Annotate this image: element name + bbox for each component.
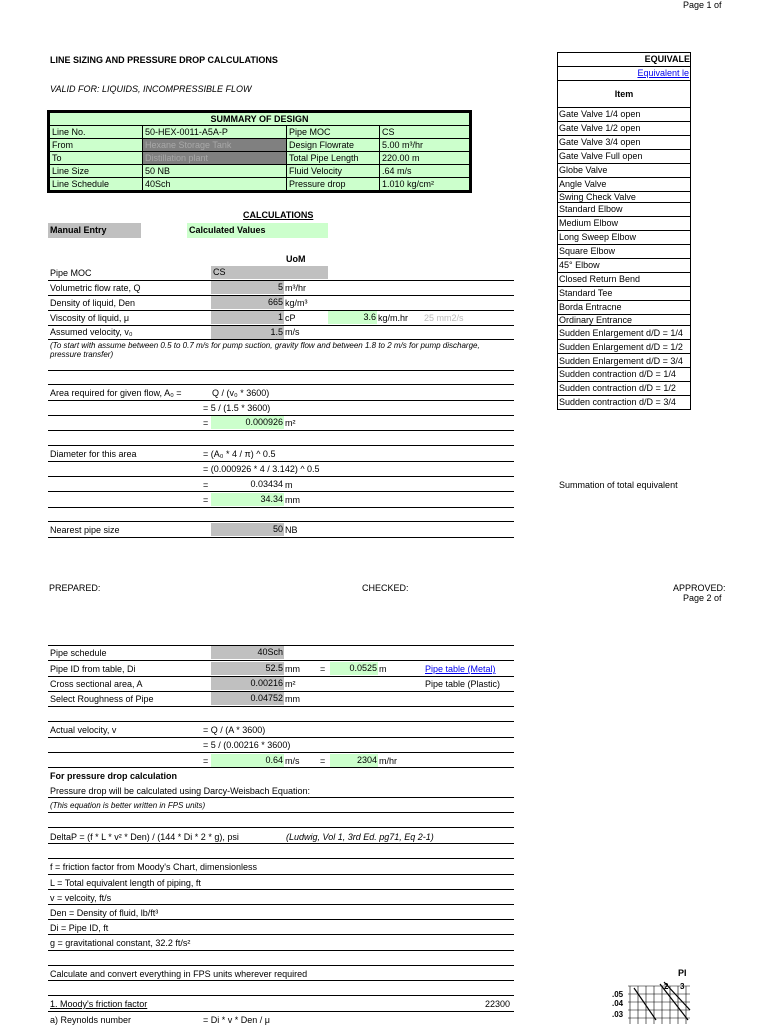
equivalent-length-link[interactable]: Equivalent le (637, 68, 689, 78)
definition-line: g = gravitational constant, 32.2 ft/s² (50, 938, 191, 948)
convert-note: Calculate and convert everything in FPS units wherever required (50, 969, 308, 979)
reynolds-label: a) Reynolds number (50, 1015, 132, 1025)
area-value: 0.000926 (211, 416, 284, 429)
moody-value: 22300 (485, 999, 511, 1009)
cross-section-unit: m² (285, 679, 296, 689)
calculated-values-legend: Calculated Values (187, 223, 328, 238)
pipe-id-m-unit: m (379, 664, 387, 674)
moody-label-2: 2 (664, 982, 669, 991)
eq-item: Globe Valve (558, 164, 691, 178)
reynolds-formula: = Di * v * Den / μ (203, 1015, 270, 1025)
area-substitution: = 5 / (1.5 * 3600) (203, 403, 271, 413)
flow-value[interactable]: 5 (211, 281, 284, 294)
actual-velocity-label: Actual velocity, v (50, 725, 117, 735)
pipe-id-m-value: 0.0525 (330, 662, 378, 675)
summary-label: Fluid Velocity (287, 165, 380, 178)
flow-unit: m³/hr (285, 283, 306, 293)
summary-value: 220.00 m (380, 152, 470, 165)
pipe-moc-label: Pipe MOC (50, 268, 92, 278)
eq-item: Gate Valve Full open (558, 150, 691, 164)
eq-table-title: EQUIVALE (558, 53, 691, 67)
actual-velocity-value: 0.64 (211, 754, 284, 767)
summary-value: 50-HEX-0011-A5A-P (143, 126, 287, 139)
schedule-value[interactable]: 40Sch (211, 646, 284, 659)
pressure-drop-note: (This equation is better written in FPS units) (50, 801, 206, 810)
eq-item: Sudden Enlargement d/D = 1/4 (558, 326, 691, 340)
summary-label: Line Size (50, 165, 143, 178)
viscosity-value[interactable]: 1 (211, 311, 284, 324)
viscosity-label: Viscosity of liquid, μ (50, 313, 130, 323)
eq-item: Swing Check Valve (558, 192, 691, 203)
eq-item: Medium Elbow (558, 217, 691, 231)
moody-heading: 1. Moody's friction factor (50, 999, 148, 1009)
prepared-label: PREPARED: (49, 583, 101, 593)
flow-label: Volumetric flow rate, Q (50, 283, 141, 293)
valid-for: VALID FOR: LIQUIDS, INCOMPRESSIBLE FLOW (50, 84, 252, 94)
pipe-id-value[interactable]: 52.5 (211, 662, 284, 675)
roughness-unit: mm (285, 694, 300, 704)
pipe-moc-value[interactable]: CS (211, 266, 328, 279)
diameter-formula: = (A₀ * 4 / π) ^ 0.5 (203, 449, 276, 459)
eq-item: 45° Elbow (558, 259, 691, 273)
page-number: Page 2 of (683, 593, 722, 603)
definition-line: f = friction factor from Moody's Chart, dimensionless (50, 862, 258, 872)
eq-item: Closed Return Bend (558, 273, 691, 287)
moody-label-3: 3 (680, 982, 685, 991)
eq-item: Long Sweep Elbow (558, 231, 691, 245)
equation-reference: (Ludwig, Vol 1, 3rd Ed. pg71, Eq 2-1) (286, 832, 434, 842)
pipe-table-metal-link[interactable]: Pipe table (Metal) (425, 664, 496, 674)
moody-label-03: .03 (612, 1010, 624, 1019)
eq-item: Sudden Enlargement d/D = 1/2 (558, 340, 691, 354)
definition-line: Den = Density of fluid, lb/ft³ (50, 908, 159, 918)
summary-label: Line Schedule (50, 178, 143, 191)
diameter-equals: = (203, 480, 209, 490)
summary-label: Pressure drop (287, 178, 380, 191)
pressure-drop-heading: For pressure drop calculation (50, 771, 178, 781)
pipe-id-label: Pipe ID from table, Di (50, 664, 136, 674)
moody-chart-title: PI (678, 968, 687, 978)
moody-label-04: .04 (612, 999, 624, 1008)
viscosity-mm2s: 25 mm2/s (424, 313, 464, 323)
definition-line: L = Total equivalent length of piping, ft (50, 878, 201, 888)
schedule-label: Pipe schedule (50, 648, 107, 658)
eq-item: Standard Tee (558, 287, 691, 301)
density-unit: kg/m³ (285, 298, 308, 308)
actual-velocity-substitution: = 5 / (0.00216 * 3600) (203, 740, 291, 750)
nearest-pipe-unit: NB (285, 525, 298, 535)
summary-value: 5.00 m³/hr (380, 139, 470, 152)
pressure-drop-text: Pressure drop will be calculated using Darcy-Weisbach Equation: (50, 786, 310, 796)
cross-section-label: Cross sectional area, A (50, 679, 143, 689)
viscosity-unit: cP (285, 313, 296, 323)
approved-label: APPROVED: (673, 583, 726, 593)
summary-value: CS (380, 126, 470, 139)
nearest-pipe-label: Nearest pipe size (50, 525, 120, 535)
eq-item: Gate Valve 3/4 open (558, 136, 691, 150)
diameter-mm-unit: mm (285, 495, 300, 505)
summary-value: 40Sch (143, 178, 287, 191)
summary-value: .64 m/s (380, 165, 470, 178)
uom-heading: UoM (286, 254, 306, 264)
item-header: Item (558, 81, 691, 108)
summary-label: Total Pipe Length (287, 152, 380, 165)
actual-velocity-equals: = (203, 756, 209, 766)
definition-line: Di = Pipe ID, ft (50, 923, 109, 933)
summary-label: From (50, 139, 143, 152)
area-unit: m² (285, 418, 296, 428)
eq-item: Angle Valve (558, 178, 691, 192)
summary-of-design-table (47, 110, 472, 193)
roughness-label: Select Roughness of Pipe (50, 694, 154, 704)
eq-item: Square Elbow (558, 245, 691, 259)
pipe-id-unit: mm (285, 664, 300, 674)
summary-label: Line No. (50, 126, 143, 139)
actual-velocity-equals: = (320, 756, 326, 766)
eq-item: Gate Valve 1/4 open (558, 108, 691, 122)
summary-value: 1.010 kg/cm² (380, 178, 470, 191)
summary-label: Design Flowrate (287, 139, 380, 152)
density-label: Density of liquid, Den (50, 298, 136, 308)
pipe-id-equals: = (320, 664, 326, 674)
actual-velocity-formula: = Q / (A * 3600) (203, 725, 266, 735)
summary-value: 50 NB (143, 165, 287, 178)
summation-label: Summation of total equivalent (559, 480, 678, 490)
area-formula: Q / (v₀ * 3600) (212, 388, 270, 398)
manual-entry-legend: Manual Entry (48, 223, 141, 238)
viscosity-kgmhr-unit: kg/m.hr (378, 313, 409, 323)
moody-label-05: .05 (612, 990, 624, 999)
summary-label: To (50, 152, 143, 165)
calculations-heading: CALCULATIONS (243, 210, 314, 220)
darcy-equation: DeltaP = (f * L * v² * Den) / (144 * Di * 2 * g), psi (50, 832, 239, 842)
eq-item: Sudden contraction d/D = 1/4 (558, 368, 691, 382)
summary-label: Pipe MOC (287, 126, 380, 139)
actual-velocity-mhr-unit: m/hr (379, 756, 397, 766)
velocity-note: (To start with assume between 0.5 to 0.7 m/s for pump suction, gravity flow and between 1.8 to 2 m/s for pump discharge, pressure transfer) (50, 341, 480, 359)
velocity-value[interactable]: 1.5 (211, 326, 284, 339)
diameter-equals: = (203, 495, 209, 505)
area-equals: = (203, 418, 209, 428)
definition-line: v = velcoity, ft/s (50, 893, 112, 903)
summary-value: Hexane Storage Tank (143, 139, 287, 152)
page-number: Page 1 of (683, 0, 722, 10)
diameter-substitution: = (0.000926 * 4 / 3.142) ^ 0.5 (203, 464, 320, 474)
pipe-table-plastic-link[interactable]: Pipe table (Plastic) (425, 679, 501, 689)
diameter-m-value: 0.03434 (250, 479, 283, 489)
density-value[interactable]: 665 (211, 296, 284, 309)
velocity-label: Assumed velocity, v₀ (50, 327, 133, 337)
moody-chart-fragment (612, 980, 692, 1024)
roughness-value[interactable]: 0.04752 (211, 692, 284, 705)
eq-item: Borda Entracne (558, 301, 691, 315)
eq-item: Ordinary Entrance (558, 315, 691, 326)
diameter-label: Diameter for this area (50, 449, 137, 459)
actual-velocity-unit: m/s (285, 756, 300, 766)
diameter-mm-value: 34.34 (211, 493, 284, 506)
eq-item: Gate Valve 1/2 open (558, 122, 691, 136)
cross-section-value[interactable]: 0.00216 (211, 677, 284, 690)
eq-item: Standard Elbow (558, 203, 691, 217)
eq-item: Sudden contraction d/D = 3/4 (558, 396, 691, 410)
equivalent-length-table (557, 52, 691, 410)
eq-item: Sudden Enlargement d/D = 3/4 (558, 354, 691, 368)
actual-velocity-mhr-value: 2304 (330, 754, 378, 767)
page-title: LINE SIZING AND PRESSURE DROP CALCULATIONS (50, 55, 278, 65)
checked-label: CHECKED: (362, 583, 409, 593)
velocity-unit: m/s (285, 327, 300, 337)
area-label: Area required for given flow, A₀ = (50, 388, 182, 398)
viscosity-kgmhr-value: 3.6 (328, 311, 377, 324)
nearest-pipe-value[interactable]: 50 (211, 523, 284, 536)
diameter-m-unit: m (285, 480, 293, 490)
summary-value: Distillation plant (143, 152, 287, 165)
summary-heading: SUMMARY OF DESIGN (50, 113, 470, 126)
eq-item: Sudden contraction d/D = 1/2 (558, 382, 691, 396)
